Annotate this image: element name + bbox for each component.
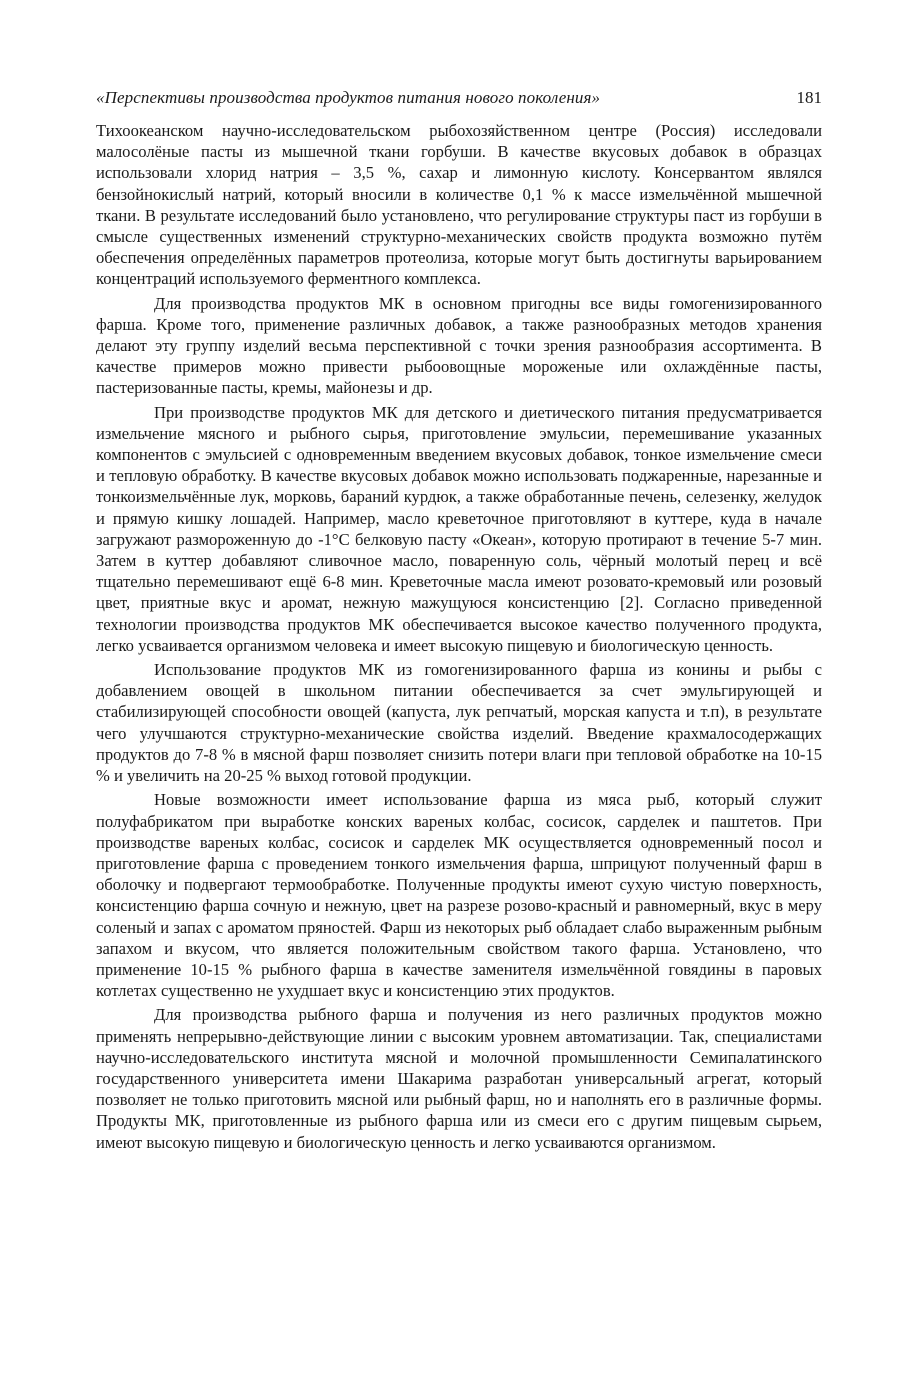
- paragraph: Для производства рыбного фарша и получения из него различных продуктов можно применять непрерывно-действующие линии с высоким уровнем автоматизации. Так, специалистами научно-исследовательского института мясной и молочной промышленности Семипалатинского государственного университета имени Шакарима разработан универсальный агрегат, который позволяет не только приготовить мясной или рыбный фарш, но и наполнять его в различные формы. Продукты МК, приготовленные из рыбного фарша или из смеси его с другим пищевым сырьем, имеют высокую пищевую и биологическую ценность и легко усваиваются организмом.: [96, 1005, 822, 1152]
- page-number: 181: [796, 88, 822, 107]
- document-page: [96, 86, 822, 1153]
- running-header: [96, 86, 822, 112]
- paragraph: Новые возможности имеет использование фарша из мяса рыб, который служит полуфабрикатом при выработке конских вареных колбас, сосисок, сарделек и паштетов. При производстве вареных колбас, сосисок и сарделек МК осуществляется одновременный посол и приготовление фарша с проведением тонкого измельчения фарша, шприцуют полученный фарш в оболочку и подвергают термообработке. Полученные продукты имеют сухую чистую поверхность, консистенцию фарша сочную и нежную, цвет на разрезе розово-красный и равномерный, вкус в меру соленый и запах с ароматом пряностей. Фарш из некоторых рыб обладает слабо выраженным рыбным запахом и вкусом, что является положительным свойством такого фарша. Установлено, что применение 10-15 % рыбного фарша в качестве заменителя измельчённой говядины в паровых котлетах существенно не ухудшает вкус и консистенцию этих продуктов.: [96, 790, 822, 1001]
- paragraph: Использование продуктов МК из гомогенизированного фарша из конины и рыбы с добавлением овощей в школьном питании обеспечивается за счет эмульгирующей и стабилизирующей способности овощей (капуста, лук репчатый, морская капуста и т.п), в результате чего улучшаются структурно-механические свойства изделий. Введение крахмалосодержащих продуктов до 7-8 % в мясной фарш позволяет снизить потери влаги при тепловой обработке на 10-15 % и увеличить на 20-25 % выход готовой продукции.: [96, 660, 822, 786]
- paragraph: При производстве продуктов МК для детского и диетического питания предусматривается измельчение мясного и рыбного сырья, приготовление эмульсии, перемешивание указанных компонентов с эмульсией с одновременным введением вкусовых добавок, тонкое измельчение смеси и тепловую обработку. В качестве вкусовых добавок можно использовать поджаренные, нарезанные и тонкоизмельчённые лук, морковь, бараний курдюк, а также обработанные печень, селезенку, желудок и прямую кишку лошадей. Например, масло креветочное приготовляют в куттере, куда в начале загружают размороженную до -1°С белковую пасту «Океан», которую протирают в течение 5-7 мин. Затем в куттер добавляют сливочное масло, поваренную соль, чёрный молотый перец и всё тщательно перемешивают ещё 6-8 мин. Креветочные масла имеют розовато-кремовый или розовый цвет, приятные вкус и аромат, нежную мажущуюся консистенцию [2]. Согласно приведенной технологии производства продуктов МК обеспечивается высокое качество полученного продукта, легко усваивается организмом человека и имеет высокую пищевую и биологическую ценность.: [96, 402, 822, 655]
- paragraph: Для производства продуктов МК в основном пригодны все виды гомогенизированного фарша. Кроме того, применение различных добавок, а также разнообразных методов хранения делают эту группу изделий весьма перспективной с точки зрения разнообразия ассортимента. В качестве примеров можно привести рыбоовощные мороженые или охлаждённые пасты, пастеризованные пасты, кремы, майонезы и др.: [96, 293, 822, 398]
- header-title: «Перспективы производства продуктов питания нового поколения»: [96, 88, 601, 107]
- paragraph-continuation: Тихоокеанском научно-исследовательском рыбохозяйственном центре (Россия) исследовали малосолёные пасты из мышечной ткани горбуши. В качестве вкусовых добавок в образцах использовали хлорид натрия – 3,5 %, сахар и лимонную кислоту. Консервантом являлся бензойнокислый натрий, который вносили в количестве 0,1 % к массе измельчённой мышечной ткани. В результате исследований было установлено, что регулирование структуры паст из горбуши в смысле существенных изменений структурно-механических свойств продукта возможно путём обеспечения определённых параметров протеолиза, которые могут быть достигнуты варьированием концентраций используемого ферментного комплекса.: [96, 121, 822, 289]
